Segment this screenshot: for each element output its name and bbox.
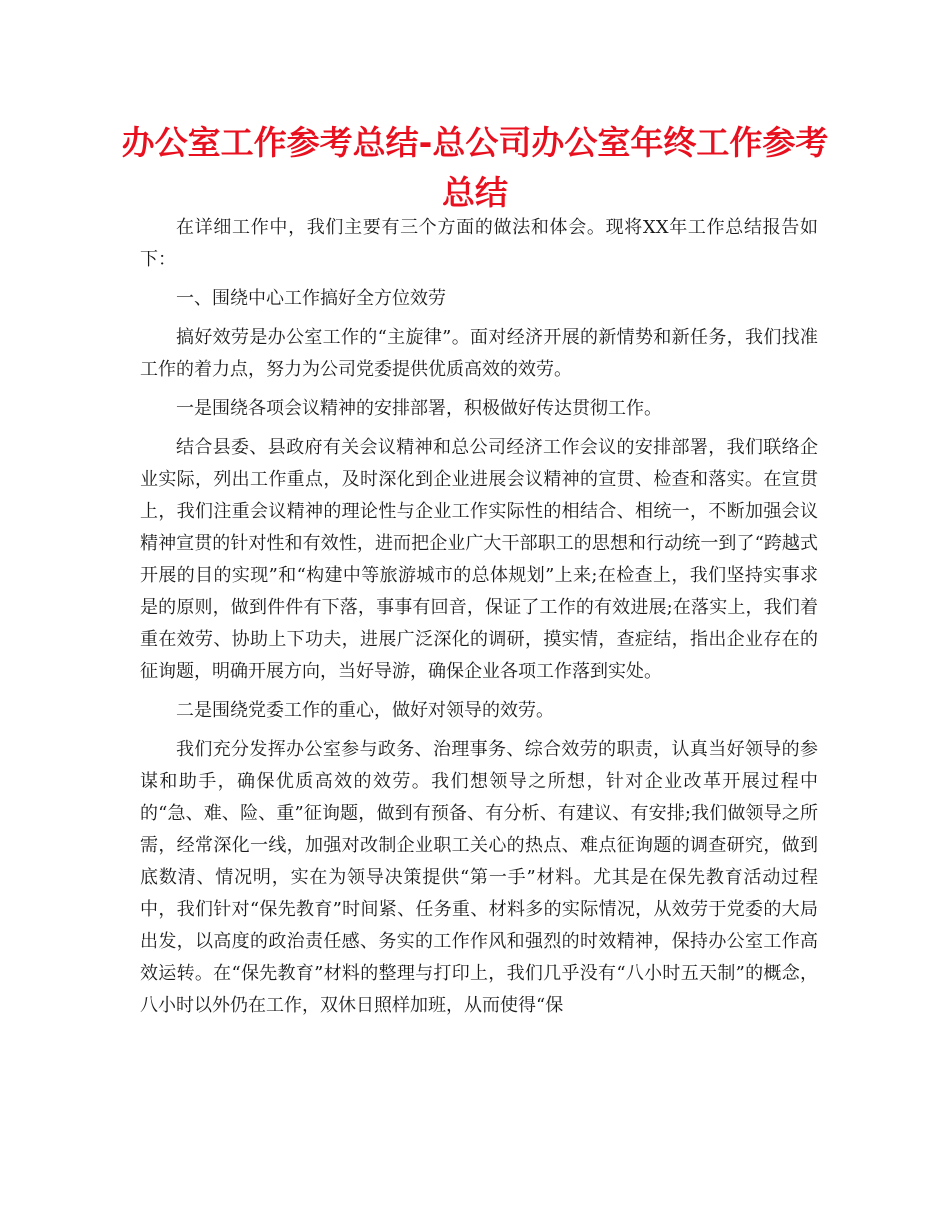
paragraph-intro: 在详细工作中，我们主要有三个方面的做法和体会。现将XX年工作总结报告如下：: [140, 217, 818, 270]
section-heading-1: 一、围绕中心工作搞好全方位效劳: [176, 288, 446, 309]
document-body: [140, 212, 818, 1029]
paragraph: 结合县委、县政府有关会议精神和总公司经济工作会议的安排部署，我们联络企业实际，列出工作重点，及时深化到企业进展会议精神的宣贯、检查和落实。在宣贯上，我们注重会议精神的理论性与企业工作实际性的相结合、相统一，不断加强会议精神宣贯的针对性和有效性，进而把企业广大干部职工的思想和行动统一到了“跨越式开展的目的实现”和“构建中等旅游城市的总体规划”上来;在检查上，我们坚持实事求是的原则，做到件件有下落，事事有回音，保证了工作的有效进展;在落实上，我们着重在效劳、协助上下功夫，进展广泛深化的调研，摸实情，查症结，指出企业存在的征询题，明确开展方向，当好导游，确保企业各项工作落到实处。: [140, 437, 818, 682]
subheading-1: 一是围绕各项会议精神的安排部署，积极做好传达贯彻工作。: [176, 398, 662, 419]
document-title: 办公室工作参考总结-总公司办公室年终工作参考总结: [121, 123, 829, 212]
paragraph: 我们充分发挥办公室参与政务、治理事务、综合效劳的职责，认真当好领导的参谋和助手，确保优质高效的效劳。我们想领导之所想，针对企业改革开展过程中的“急、难、险、重”征询题，做到有预备、有分析、有建议、有安排;我们做领导之所需，经常深化一线，加强对改制企业职工关心的热点、难点征询题的调查研究，做到底数清、情况明，实在为领导决策提供“第一手”材料。尤其是在保先教育活动过程中，我们针对“保先教育”时间紧、任务重、材料多的实际情况，从效劳于党委的大局出发，以高度的政治责任感、务实的工作作风和强烈的时效精神，保持办公室工作高效运转。在“保先教育”材料的整理与打印上，我们几乎没有“八小时五天制”的概念，八小时以外仍在工作，双休日照样加班，从而使得“保: [140, 739, 818, 1016]
paragraph: 搞好效劳是办公室工作的“主旋律”。面对经济开展的新情势和新任务，我们找准工作的着力点，努力为公司党委提供优质高效的效劳。: [140, 327, 818, 380]
subheading-2: 二是围绕党委工作的重心，做好对领导的效劳。: [176, 700, 554, 721]
